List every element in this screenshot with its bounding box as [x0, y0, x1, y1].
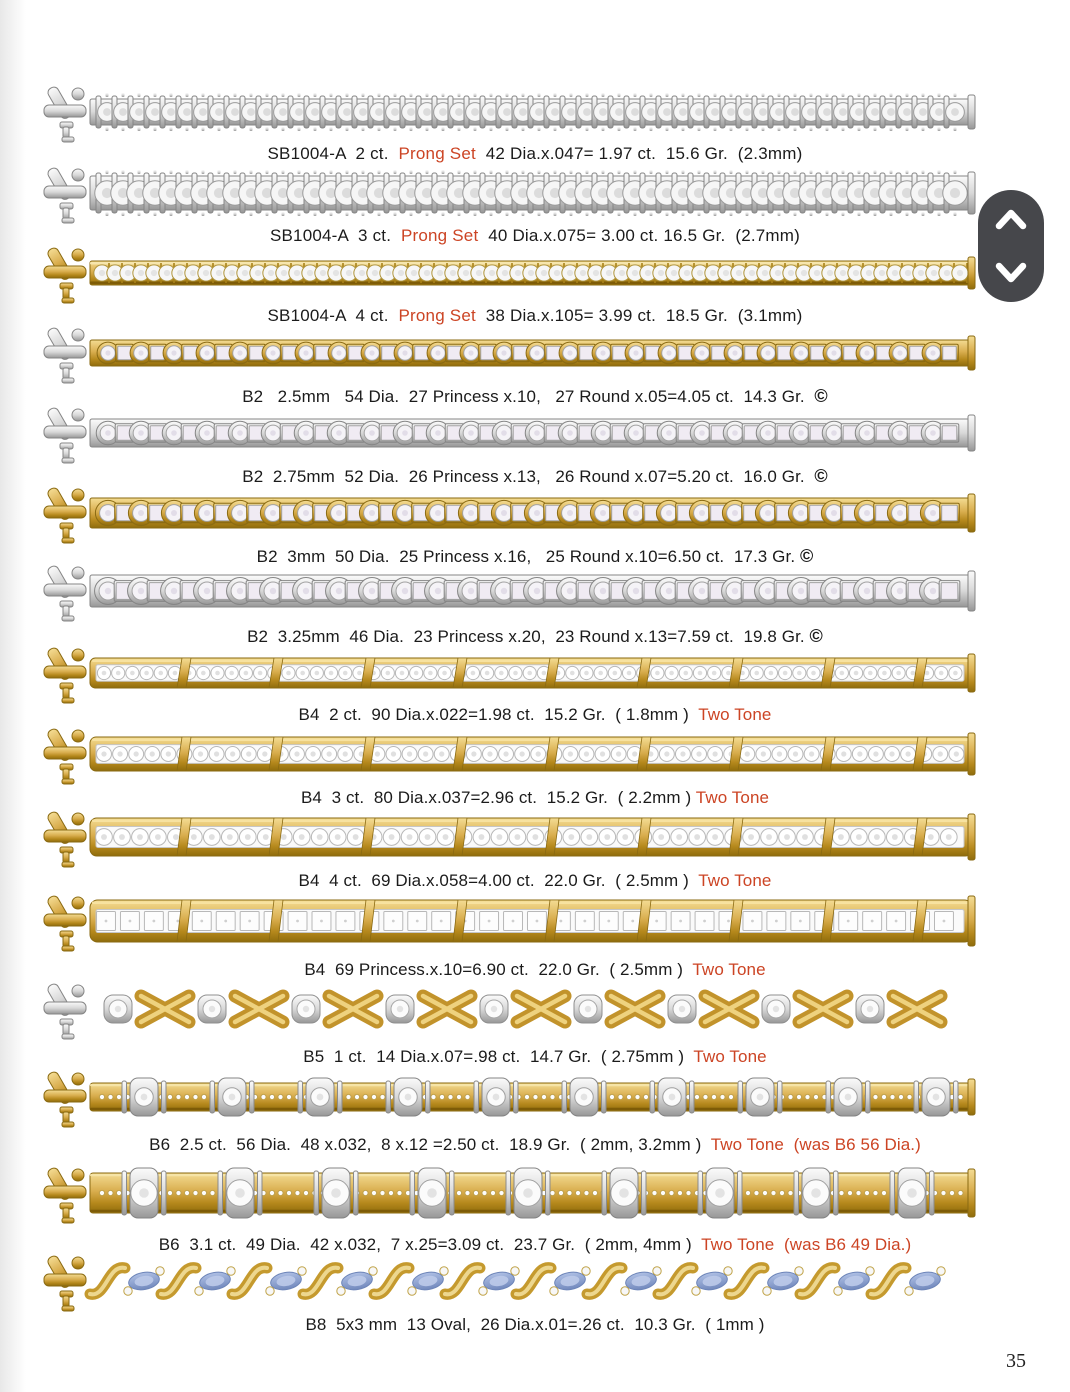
- caption-segment: ©: [809, 626, 823, 646]
- bracelet-caption: [0, 960, 1070, 980]
- bracelet-image-SB1004-A-4ct: [32, 246, 984, 300]
- bracelet-image-B2-3mm: [32, 486, 984, 540]
- bracelet-caption: [0, 386, 1070, 407]
- caption-segment: Two Tone: [692, 960, 766, 979]
- caption-segment: SB1004-A 2 ct.: [267, 144, 399, 163]
- bracelet-caption: [0, 466, 1070, 487]
- caption-segment: Two Tone: [698, 705, 772, 724]
- bracelet-caption: [0, 144, 1070, 164]
- bracelet-image-B4-3ct: [32, 726, 984, 782]
- bracelet-caption: [0, 705, 1070, 725]
- caption-segment: B5 1 ct. 14 Dia.x.07=.98 ct. 14.7 Gr. ( 2.75mm ): [303, 1047, 694, 1066]
- caption-segment: B8 5x3 mm 13 Oval, 26 Dia.x.01=.26 ct. 10.3 Gr. ( 1mm ): [305, 1315, 765, 1334]
- bracelet-caption: [0, 788, 1070, 808]
- bracelet-caption: [0, 306, 1070, 326]
- caption-segment: ©: [814, 386, 828, 406]
- caption-segment: B4 3 ct. 80 Dia.x.037=2.96 ct. 15.2 Gr. ( 2.2mm ): [300, 788, 696, 807]
- caption-segment: Two Tone: [693, 1047, 767, 1066]
- caption-segment: Prong Set: [400, 226, 479, 245]
- caption-segment: Prong Set: [398, 306, 476, 325]
- bracelet-image-SB1004-A-3ct: [32, 163, 984, 223]
- page-edge-shade: [0, 0, 26, 1392]
- caption-segment: B6 3.1 ct. 49 Dia. 42 x.032, 7 x.25=3.09 ct. 23.7 Gr. ( 2mm, 4mm ): [158, 1235, 702, 1254]
- bracelet-image-B6-3.1ct: [32, 1158, 984, 1228]
- bracelet-image-B2-2.5mm: [32, 326, 984, 380]
- bracelet-caption: [0, 1315, 1070, 1335]
- scroll-up-button[interactable]: [988, 203, 1034, 235]
- caption-segment: Two Tone: [698, 871, 772, 890]
- bracelet-caption: [0, 1135, 1070, 1155]
- chevron-down-icon: [991, 261, 1031, 285]
- caption-segment: B6 2.5 ct. 56 Dia. 48 x.032, 8 x.12 =2.50 ct. 18.9 Gr. ( 2mm, 3.2mm ): [149, 1135, 711, 1154]
- bracelet-image-B4-4ct: [32, 808, 984, 866]
- bracelet-caption: [0, 226, 1070, 246]
- caption-segment: Two Tone (was B6 49 Dia.): [701, 1235, 912, 1254]
- bracelet-image-B5-1ct: [32, 978, 984, 1040]
- bracelet-image-B8-5x3mm: [32, 1252, 984, 1310]
- caption-segment: B4 2 ct. 90 Dia.x.022=1.98 ct. 15.2 Gr. ( 1.8mm ): [298, 705, 699, 724]
- bracelet-image-B4-2ct: [32, 646, 984, 700]
- scroll-down-button[interactable]: [988, 257, 1034, 289]
- caption-segment: SB1004-A 4 ct.: [267, 306, 399, 325]
- scroll-navigator: [978, 190, 1044, 302]
- caption-segment: Two Tone: [695, 788, 770, 807]
- caption-segment: B2 2.75mm 52 Dia. 26 Princess x.13, 26 Round x.07=5.20 ct. 16.0 Gr.: [242, 467, 815, 486]
- bracelet-caption: [0, 871, 1070, 891]
- caption-segment: B2 3.25mm 46 Dia. 23 Princess x.20, 23 Round x.13=7.59 ct. 19.8 Gr.: [247, 627, 810, 646]
- caption-segment: ©: [799, 546, 814, 566]
- caption-segment: B2 3mm 50 Dia. 25 Princess x.16, 25 Round x.10=6.50 ct. 17.3 Gr.: [256, 547, 800, 566]
- bracelet-caption: [0, 1047, 1070, 1067]
- caption-segment: B4 4 ct. 69 Dia.x.058=4.00 ct. 22.0 Gr. ( 2.5mm ): [298, 871, 699, 890]
- caption-segment: Prong Set: [398, 144, 476, 163]
- caption-segment: B4 69 Princess.x.10=6.90 ct. 22.0 Gr. ( 2.5mm ): [304, 960, 693, 979]
- bracelet-image-B2-3.25mm: [32, 562, 984, 620]
- caption-segment: 40 Dia.x.075= 3.00 ct. 16.5 Gr. (2.7mm): [478, 226, 801, 245]
- caption-segment: SB1004-A 3 ct.: [269, 226, 401, 245]
- page-number: 35: [1006, 1350, 1026, 1372]
- bracelet-image-B6-2.5ct: [32, 1066, 984, 1128]
- bracelet-caption: [0, 626, 1070, 647]
- bracelet-image-B2-2.75mm: [32, 406, 984, 460]
- caption-segment: B2 2.5mm 54 Dia. 27 Princess x.10, 27 Round x.05=4.05 ct. 14.3 Gr.: [242, 387, 815, 406]
- chevron-up-icon: [991, 207, 1031, 231]
- caption-segment: ©: [814, 466, 828, 486]
- bracelet-image-SB1004-A-2ct: [32, 84, 984, 140]
- caption-segment: 42 Dia.x.047= 1.97 ct. 15.6 Gr. (2.3mm): [475, 144, 803, 163]
- caption-segment: Two Tone (was B6 56 Dia.): [710, 1135, 921, 1154]
- bracelet-image-B4-princess: [32, 890, 984, 952]
- caption-segment: 38 Dia.x.105= 3.99 ct. 18.5 Gr. (3.1mm): [475, 306, 803, 325]
